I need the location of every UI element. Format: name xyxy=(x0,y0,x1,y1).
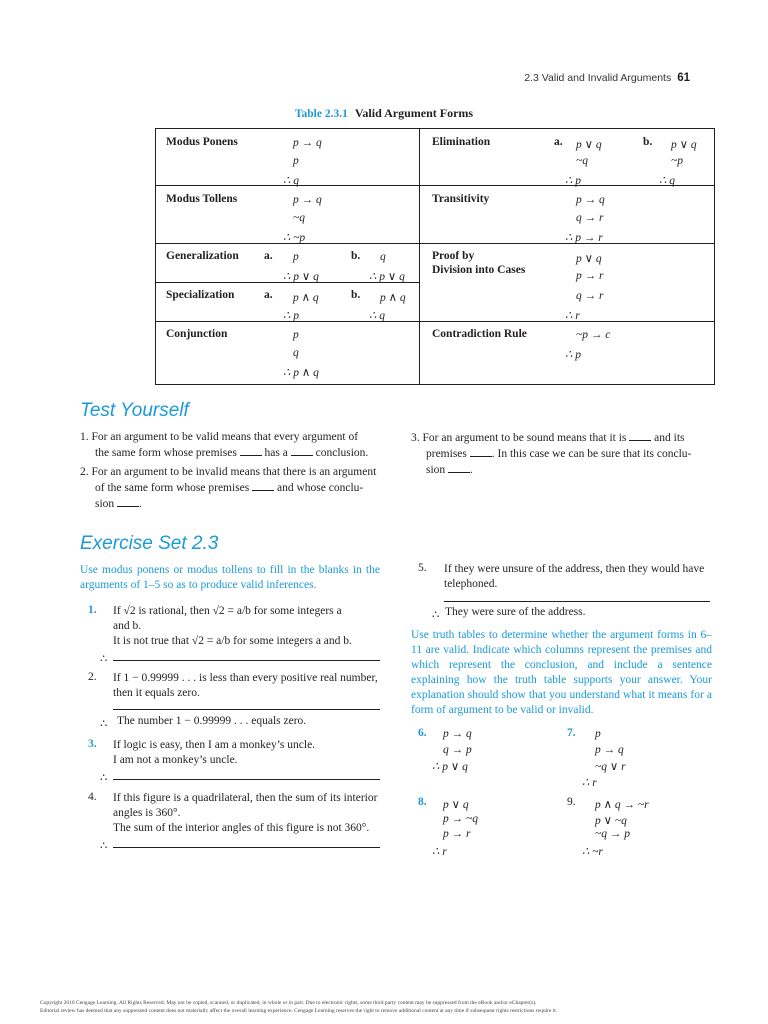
valid-argument-forms-table xyxy=(155,128,715,385)
division-line: ∴ r xyxy=(565,310,580,322)
table-divider xyxy=(419,129,420,384)
exercise-2 xyxy=(113,671,383,701)
exercise-text: If logic is easy, then I am a monkey’s uncle. xyxy=(113,739,316,751)
therefore-symbol: ∴ xyxy=(432,609,440,621)
test-question-3 xyxy=(411,430,711,478)
exercise-7-line: p → q xyxy=(595,744,624,756)
question-text: and its xyxy=(654,432,685,444)
exercise-number: 7. xyxy=(567,727,576,739)
exercise-number: 3. xyxy=(88,738,97,750)
modus-tollens-line: ∴ ~p xyxy=(283,232,306,244)
copyright-line: Editorial review has deemed that any suppressed content does not materially affect the overall learning experience. Cengage Learning reserves the right to remove additional content at any time if subsequent rights restrictions require it. xyxy=(40,1008,558,1014)
exercise-text: It is not true that √2 = a/b for some integers a and b. xyxy=(113,635,352,647)
specialization-a-line: p ∧ q xyxy=(293,292,319,304)
exercise-6-line: ∴ p ∨ q xyxy=(432,761,468,773)
exercise-2-conclusion: The number 1 − 0.99999 . . . equals zero. xyxy=(117,715,307,727)
exercise-text: The sum of the interior angles of this figure is not 360°. xyxy=(113,822,370,834)
division-line: p → r xyxy=(576,270,604,282)
answer-blank[interactable] xyxy=(291,445,313,456)
running-header xyxy=(480,72,690,84)
exercise-5 xyxy=(444,562,712,592)
question-text: . xyxy=(470,464,473,476)
answer-blank[interactable] xyxy=(448,462,470,473)
transitivity-line: q → r xyxy=(576,212,604,224)
specialization-b-line: p ∧ q xyxy=(380,292,406,304)
question-text: and whose conclu- xyxy=(277,482,364,494)
exercise-6-line: q → p xyxy=(443,744,472,756)
therefore-symbol: ∴ xyxy=(100,653,108,665)
exercise-text: and b. xyxy=(113,620,142,632)
transitivity-line: ∴ p → r xyxy=(565,232,603,244)
section-title: 2.3 Valid and Invalid Arguments xyxy=(524,72,672,84)
exercise-text: telephoned. xyxy=(444,578,498,590)
exercise-5-conclusion: They were sure of the address. xyxy=(445,606,586,618)
test-question-2 xyxy=(80,465,380,512)
therefore-symbol: ∴ xyxy=(100,840,108,852)
row-label-elimination: Elimination xyxy=(432,136,491,148)
elimination-a-line: p ∨ q xyxy=(576,139,602,151)
answer-line[interactable] xyxy=(113,709,380,710)
elimination-b-line: p ∨ q xyxy=(671,139,697,151)
specialization-a-label: a. xyxy=(264,289,273,301)
exercise-text: If this figure is a quadrilateral, then the sum of its interior xyxy=(113,792,378,804)
contradiction-line: ∴ p xyxy=(565,349,581,361)
generalization-a-line: ∴ p ∨ q xyxy=(283,271,319,283)
elimination-b-line: ∴ q xyxy=(659,175,675,187)
generalization-b-label: b. xyxy=(351,250,361,262)
elimination-a-line: ∴ p xyxy=(565,175,581,187)
elimination-a-line: ~q xyxy=(576,155,588,167)
copyright-footer xyxy=(40,999,730,1015)
division-line: p ∨ q xyxy=(576,253,602,265)
exercise-7-line: ~q ∨ r xyxy=(595,761,626,773)
answer-blank[interactable] xyxy=(629,430,651,441)
modus-tollens-line: p → q xyxy=(293,194,322,206)
modus-ponens-line: p xyxy=(293,155,299,167)
elimination-a-label: a. xyxy=(554,136,563,148)
specialization-b-line: ∴ q xyxy=(369,310,385,322)
conjunction-line: p xyxy=(293,329,299,341)
question-text: premises xyxy=(426,448,467,460)
elimination-b-line: ~p xyxy=(671,155,683,167)
contradiction-line: ~p → c xyxy=(576,329,611,341)
exercise-3 xyxy=(113,738,383,768)
exercise-6-line: p → q xyxy=(443,728,472,740)
exercise-number: 6. xyxy=(418,727,427,739)
exercise-text: If √2 is rational, then √2 = a/b for some integers a xyxy=(113,605,342,617)
question-number: 2. xyxy=(80,466,89,478)
generalization-b-line: ∴ p ∨ q xyxy=(369,271,405,283)
row-label-conjunction: Conjunction xyxy=(166,328,228,340)
exercise-text: angles is 360°. xyxy=(113,807,181,819)
table-caption xyxy=(0,106,768,121)
exercise-number: 5. xyxy=(418,562,427,574)
test-yourself-heading: Test Yourself xyxy=(80,400,189,421)
modus-tollens-line: ~q xyxy=(293,212,305,224)
question-text: For an argument to be invalid means that there is an argument xyxy=(91,466,377,478)
transitivity-line: p → q xyxy=(576,194,605,206)
copyright-line: Copyright 2010 Cengage Learning. All Rights Reserved. May not be copied, scanned, or duplicated, in whole or in part. Due to electronic rights, some third party content may be suppressed from the eBook and/or eChapter(s). xyxy=(40,1000,537,1006)
conjunction-line: ∴ p ∧ q xyxy=(283,367,319,379)
exercise-number: 9. xyxy=(567,796,576,808)
exercise-8-line: p ∨ q xyxy=(443,799,469,811)
answer-line[interactable] xyxy=(113,847,380,848)
exercise-number: 8. xyxy=(418,796,427,808)
modus-ponens-line: p → q xyxy=(293,137,322,149)
row-label-proof-by: Proof by xyxy=(432,250,475,262)
exercise-text: If 1 − 0.99999 . . . is less than every positive real number, xyxy=(113,672,378,684)
answer-blank[interactable] xyxy=(240,445,262,456)
therefore-symbol: ∴ xyxy=(100,772,108,784)
table-number: Table 2.3.1 xyxy=(294,108,348,120)
conjunction-line: q xyxy=(293,347,299,359)
test-question-1 xyxy=(80,430,380,461)
question-text: conclusion. xyxy=(315,447,369,459)
answer-blank[interactable] xyxy=(252,480,274,491)
row-label-modus-ponens: Modus Ponens xyxy=(166,136,238,148)
exercise-9-line: ∴ ~r xyxy=(582,846,603,858)
exercise-number: 1. xyxy=(88,604,97,616)
specialization-a-line: ∴ p xyxy=(283,310,299,322)
exercise-number: 4. xyxy=(88,791,97,803)
exercise-number: 2. xyxy=(88,671,97,683)
modus-ponens-line: ∴ q xyxy=(283,175,299,187)
question-text: For an argument to be sound means that it is xyxy=(422,432,627,444)
question-text: For an argument to be valid means that every argument of xyxy=(91,431,359,443)
page-number: 61 xyxy=(677,72,690,84)
question-number: 3. xyxy=(411,432,420,444)
exercise-text: If they were unsure of the address, then they would have xyxy=(444,563,705,575)
row-label-generalization: Generalization xyxy=(166,250,239,262)
row-label-division-into-cases: Division into Cases xyxy=(432,264,526,276)
truth-table-instructions: Use truth tables to determine whether the argument forms in 6–11 are valid. Indicate which columns represent the premises and which represent the conclusion, and include a sentence explaining how the truth table supports your answer. Your explanation should show that you understand what it means for a form of argument to be valid or invalid. xyxy=(411,629,712,716)
exercise-8-line: ∴ r xyxy=(432,846,447,858)
generalization-a-line: p xyxy=(293,251,299,263)
question-number: 1. xyxy=(80,431,89,443)
generalization-a-label: a. xyxy=(264,250,273,262)
exercise-8-line: p → r xyxy=(443,828,471,840)
therefore-symbol: ∴ xyxy=(100,718,108,730)
exercise-7-line: ∴ r xyxy=(582,777,597,789)
answer-line[interactable] xyxy=(113,779,380,780)
exercise-9-line: ~q → p xyxy=(595,828,630,840)
exercise-text: then it equals zero. xyxy=(113,687,200,699)
table-title: Valid Argument Forms xyxy=(354,106,474,120)
generalization-b-line: q xyxy=(380,251,386,263)
question-text: of the same form whose premises xyxy=(95,482,250,494)
answer-line[interactable] xyxy=(444,601,710,602)
exercise-set-heading: Exercise Set 2.3 xyxy=(80,533,219,554)
answer-line[interactable] xyxy=(113,660,380,661)
question-text: . In this case we can be sure that its conclu- xyxy=(491,448,692,460)
exercise-4 xyxy=(113,791,383,836)
question-text: the same form whose premises xyxy=(95,447,237,459)
question-text: . xyxy=(139,498,142,510)
elimination-b-label: b. xyxy=(643,136,653,148)
exercise-9-line: p ∧ q → ~r xyxy=(595,799,649,811)
exercise-text: I am not a monkey’s uncle. xyxy=(113,754,238,766)
row-label-modus-tollens: Modus Tollens xyxy=(166,193,238,205)
specialization-b-label: b. xyxy=(351,289,361,301)
question-text: has a xyxy=(264,447,288,459)
exercise-8-line: p → ~q xyxy=(443,813,478,825)
division-line: q → r xyxy=(576,290,604,302)
row-label-contradiction-rule: Contradiction Rule xyxy=(432,328,527,340)
exercise-intro: Use modus ponens or modus tollens to fill in the blanks in the arguments of 1–5 so as to produce valid inferences. xyxy=(80,564,380,591)
question-text: sion xyxy=(95,498,115,510)
answer-blank[interactable] xyxy=(470,446,492,457)
answer-blank[interactable] xyxy=(117,496,139,507)
question-text: sion xyxy=(426,464,446,476)
row-label-specialization: Specialization xyxy=(166,289,235,301)
exercise-9-line: p ∨ ~q xyxy=(595,815,627,827)
exercise-7-line: p xyxy=(595,728,601,740)
row-label-transitivity: Transitivity xyxy=(432,193,490,205)
exercise-1 xyxy=(113,604,383,649)
